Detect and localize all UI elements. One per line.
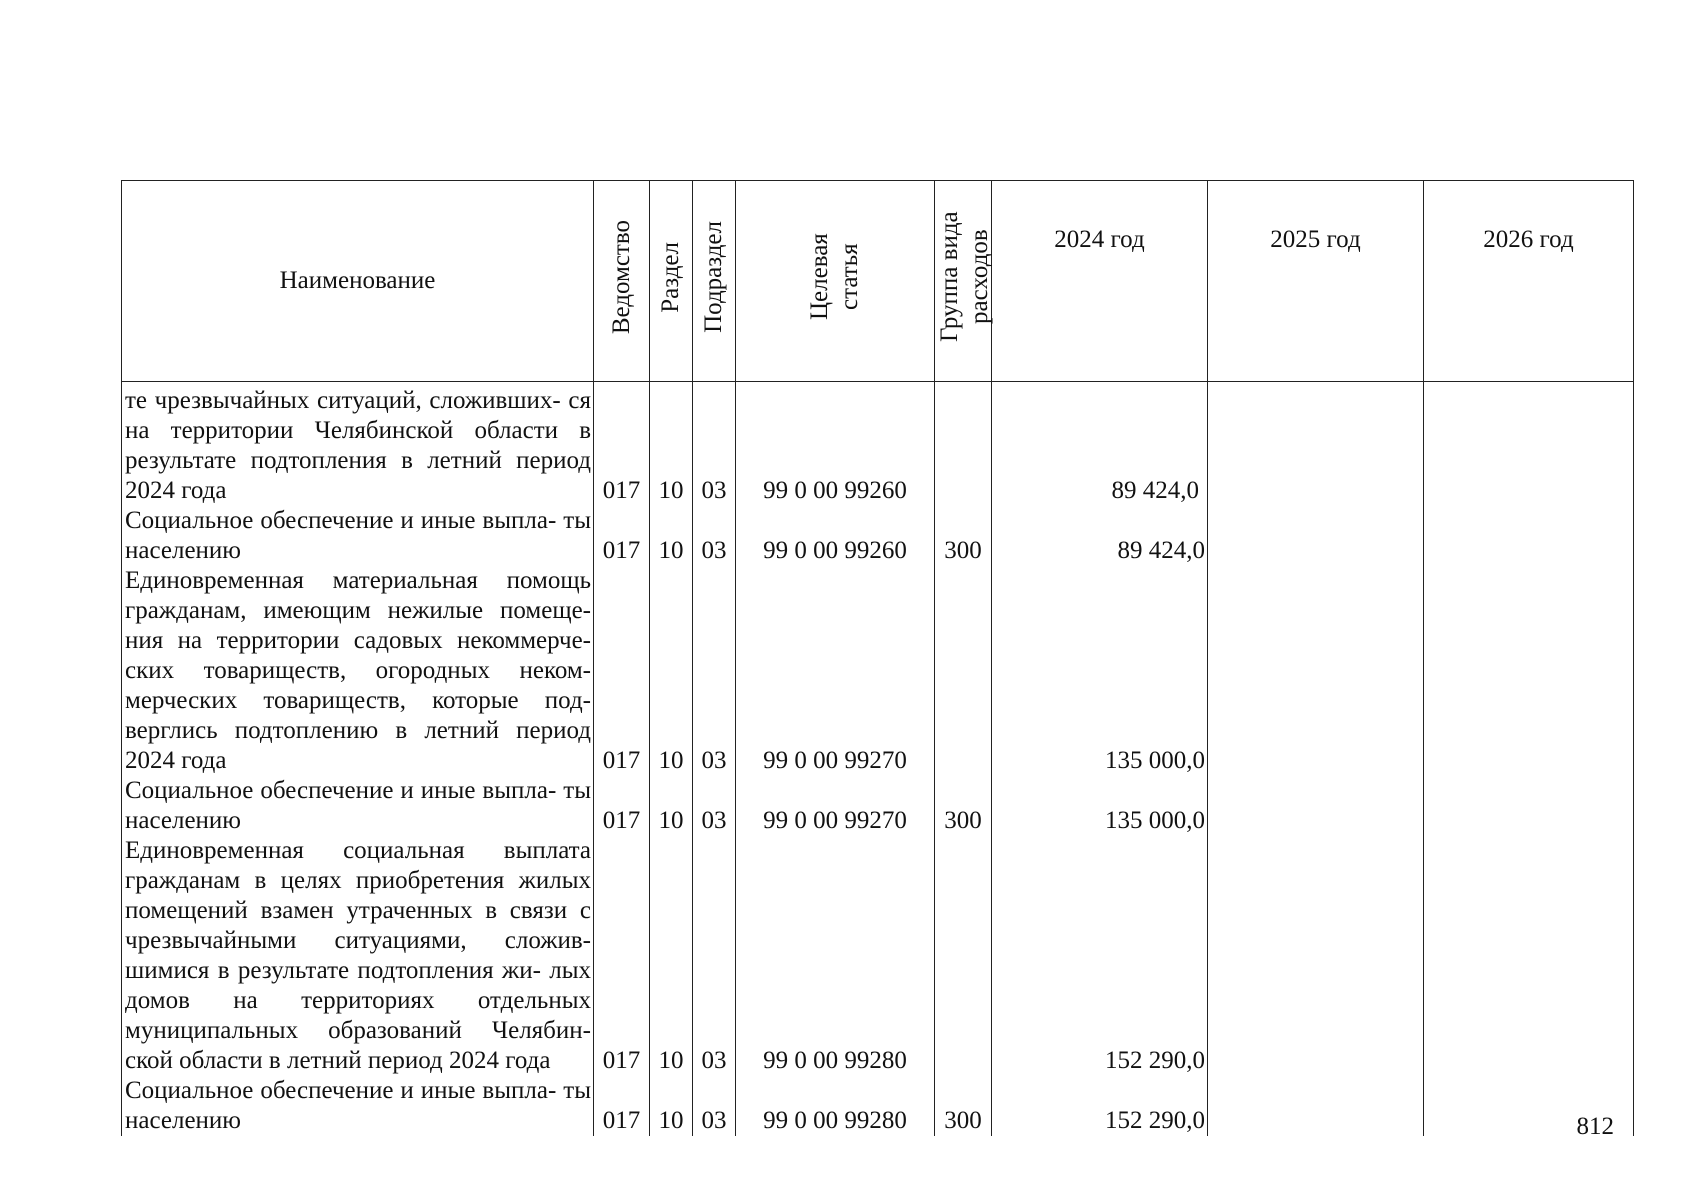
table-row (122, 776, 1634, 836)
row-2025 (1208, 1076, 1424, 1136)
header-2026: 2026 год (1424, 181, 1634, 382)
header-vedomstvo: Ведомство (594, 181, 650, 382)
row-razdel: 10 (650, 382, 693, 507)
row-razdel: 10 (650, 776, 693, 836)
row-2024: 152 290,0 (992, 1076, 1208, 1136)
row-2025 (1208, 506, 1424, 566)
header-razdel: Раздел (650, 181, 693, 382)
row-name: Социальное обеспечение и иные выпла- ты населению (122, 776, 594, 836)
row-tselevaya: 99 0 00 99260 (736, 506, 935, 566)
table-row (122, 566, 1634, 776)
header-gruppa: Группа вида расходов (935, 181, 992, 382)
row-vedomstvo: 017 (594, 776, 650, 836)
row-podrazdel: 03 (693, 506, 736, 566)
row-2026 (1424, 776, 1634, 836)
row-razdel: 10 (650, 566, 693, 776)
budget-table-container (121, 180, 1633, 1136)
row-razdel: 10 (650, 506, 693, 566)
row-2024: 152 290,0 (992, 836, 1208, 1076)
row-2026 (1424, 836, 1634, 1076)
row-2025 (1208, 836, 1424, 1076)
page-number: 812 (1576, 1113, 1614, 1140)
table-header-row (122, 181, 1634, 382)
row-name: те чрезвычайных ситуаций, сложивших- ся на территории Челябинской области в результате подтопления в летний период 2024 года (122, 382, 594, 507)
row-2026 (1424, 566, 1634, 776)
header-podrazdel: Подраздел (693, 181, 736, 382)
row-tselevaya: 99 0 00 99270 (736, 566, 935, 776)
row-vedomstvo: 017 (594, 506, 650, 566)
row-2026 (1424, 506, 1634, 566)
row-2024: 89 424,0 (992, 382, 1208, 507)
table-row (122, 1076, 1634, 1136)
row-name: Единовременная материальная помощь гражданам, имеющим нежилые помеще- ния на территории садовых некоммерче- ских товариществ, огородных неком- мерческих товариществ, которые под- верглись подтоплению в летний период 2024 года (122, 566, 594, 776)
row-name: Социальное обеспечение и иные выпла- ты населению (122, 1076, 594, 1136)
row-podrazdel: 03 (693, 776, 736, 836)
table-row (122, 836, 1634, 1076)
row-podrazdel: 03 (693, 1076, 736, 1136)
row-tselevaya: 99 0 00 99280 (736, 1076, 935, 1136)
row-gruppa: 300 (935, 776, 992, 836)
row-tselevaya: 99 0 00 99260 (736, 382, 935, 507)
row-gruppa: 300 (935, 506, 992, 566)
row-vedomstvo: 017 (594, 1076, 650, 1136)
row-2025 (1208, 776, 1424, 836)
row-vedomstvo: 017 (594, 836, 650, 1076)
row-2025 (1208, 382, 1424, 507)
row-2025 (1208, 566, 1424, 776)
header-2024: 2024 год (992, 181, 1208, 382)
row-2024: 135 000,0 (992, 566, 1208, 776)
header-name: Наименование (122, 181, 594, 382)
row-tselevaya: 99 0 00 99270 (736, 776, 935, 836)
row-gruppa (935, 382, 992, 507)
row-gruppa: 300 (935, 1076, 992, 1136)
header-2025: 2025 год (1208, 181, 1424, 382)
row-name: Социальное обеспечение и иные выпла- ты населению (122, 506, 594, 566)
row-2024: 89 424,0 (992, 506, 1208, 566)
row-vedomstvo: 017 (594, 382, 650, 507)
row-name: Единовременная социальная выплата гражданам в целях приобретения жилых помещений взамен утраченных в связи с чрезвычайными ситуациями, сложив- шимися в результате подтопления жи- лых домов на территориях отдельных муниципальных образований Челябин- ской области в летний период 2024 года (122, 836, 594, 1076)
table-row (122, 506, 1634, 566)
row-tselevaya: 99 0 00 99280 (736, 836, 935, 1076)
row-gruppa (935, 836, 992, 1076)
header-tselevaya: Целевая статья (736, 181, 935, 382)
row-podrazdel: 03 (693, 382, 736, 507)
row-podrazdel: 03 (693, 566, 736, 776)
row-podrazdel: 03 (693, 836, 736, 1076)
row-2024: 135 000,0 (992, 776, 1208, 836)
row-2026 (1424, 382, 1634, 507)
row-razdel: 10 (650, 836, 693, 1076)
table-row (122, 382, 1634, 507)
row-gruppa (935, 566, 992, 776)
row-razdel: 10 (650, 1076, 693, 1136)
row-vedomstvo: 017 (594, 566, 650, 776)
budget-table (121, 180, 1634, 1136)
